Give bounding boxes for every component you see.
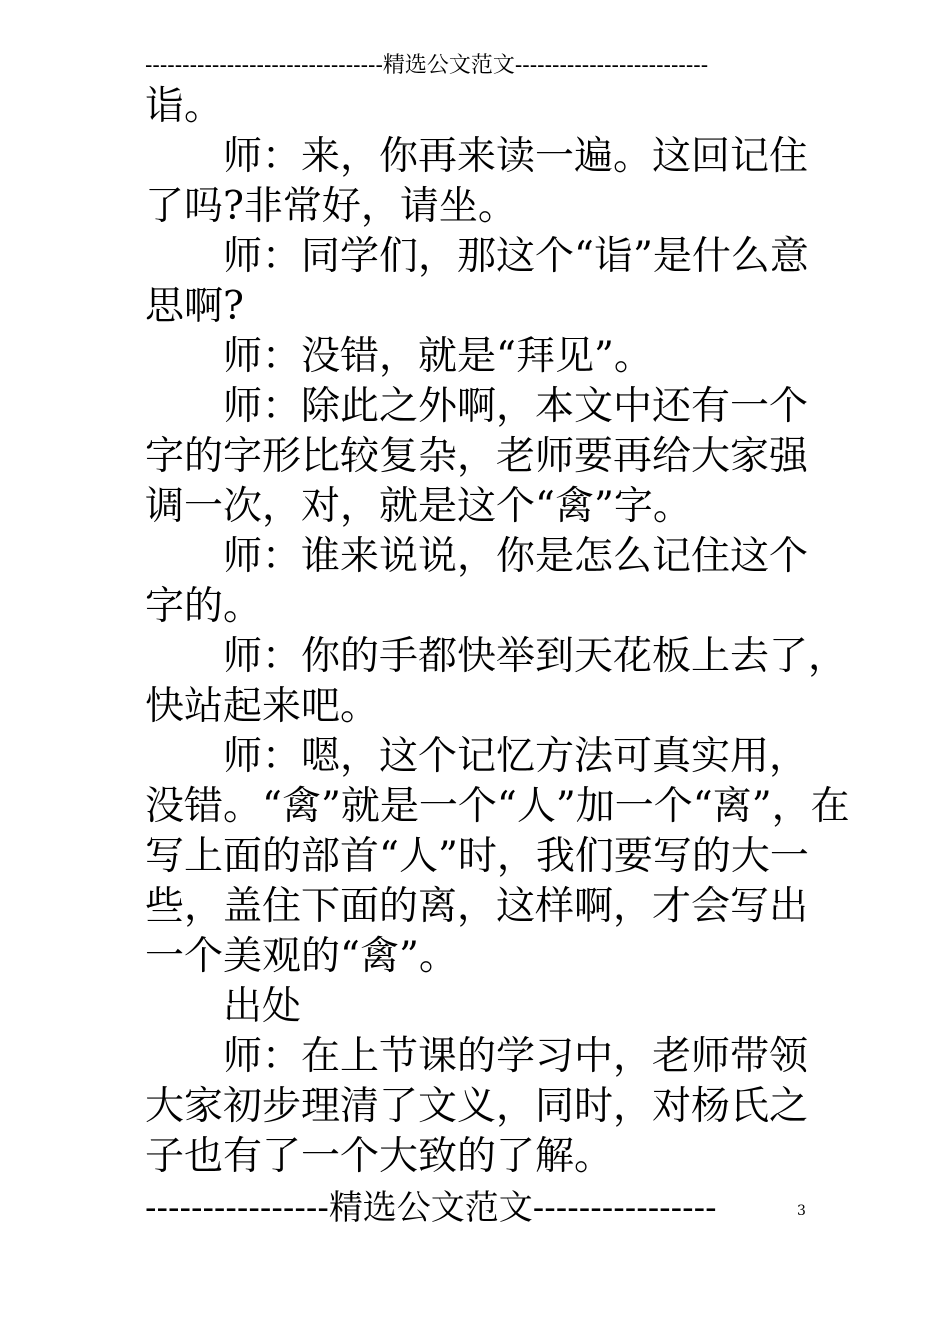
text-line: 师：你的手都快举到天花板上去了，: [145, 634, 848, 679]
page-footer: ----------------精选公文范文----------------: [145, 1188, 717, 1228]
text-line: 了吗?非常好，请坐。: [145, 184, 517, 229]
text-line: 师：嗯，这个记忆方法可真实用，: [145, 734, 809, 779]
text-line: 没错。“禽”就是一个“人”加一个“离”，在: [145, 784, 850, 829]
text-line: 子也有了一个大致的了解。: [145, 1134, 614, 1179]
text-line: 写上面的部首“人”时，我们要写的大一: [145, 834, 809, 879]
text-line: 师：同学们，那这个“诣”是什么意: [145, 234, 809, 279]
text-line: 师：在上节课的学习中，老师带领: [145, 1034, 809, 1079]
text-line: 师：没错，就是“拜见”。: [145, 334, 653, 379]
text-line: 大家初步理清了文义，同时，对杨氏之: [145, 1084, 809, 1129]
text-line: 字的。: [145, 584, 263, 629]
text-line: 一个美观的“禽”。: [145, 934, 458, 979]
text-line: 师：来，你再来读一遍。这回记住: [145, 134, 809, 179]
body-text: [145, 82, 850, 1182]
text-line: 师：除此之外啊，本文中还有一个: [145, 384, 809, 429]
text-line: 出处: [145, 984, 302, 1029]
text-line: 调一次，对，就是这个“禽”字。: [145, 484, 692, 529]
text-line: 些，盖住下面的离，这样啊，才会写出: [145, 884, 809, 929]
text-line: 字的字形比较复杂，老师要再给大家强: [145, 434, 809, 479]
text-line: 诣。: [145, 84, 224, 129]
page-header: --------------------------------精选公文范文--------------------------: [145, 53, 709, 78]
page-number: 3: [797, 1203, 806, 1219]
text-line: 快站起来吧。: [145, 684, 380, 729]
text-line: 师：谁来说说，你是怎么记住这个: [145, 534, 809, 579]
text-line: 思啊?: [145, 284, 244, 329]
